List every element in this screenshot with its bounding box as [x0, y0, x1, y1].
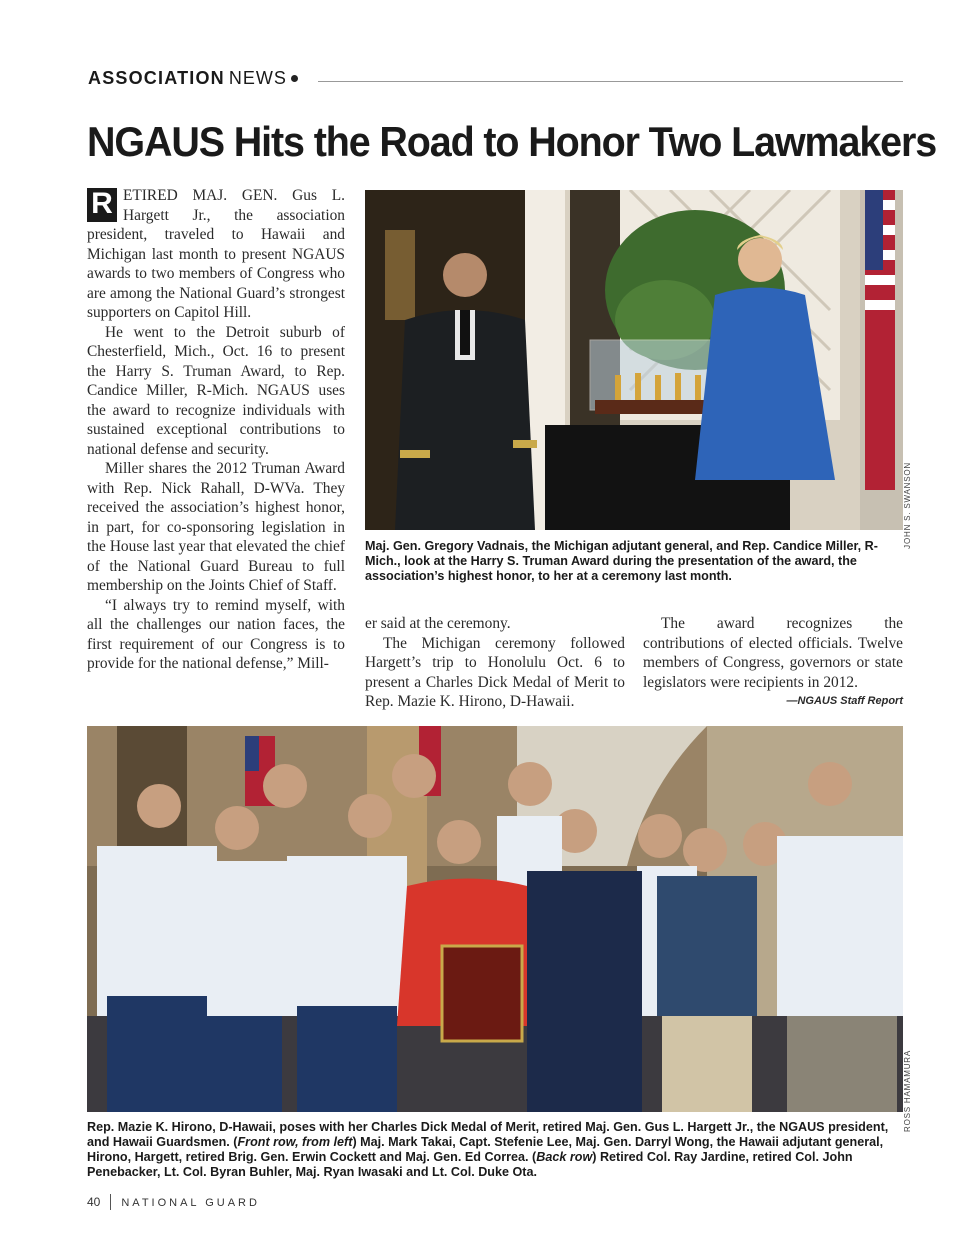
caption-2-part-c: ) Maj. Mark Takai, Capt. Stefenie Lee, Maj. Gen. Darryl Wong, the Hawaii adjutant general, Hirono, Hargett, retired Brig. Gen. Erwin Cockett and Maj. Gen. Ed Correa. (: [87, 1135, 884, 1164]
footer-divider: [110, 1194, 111, 1210]
article-column-3: [643, 614, 903, 712]
paragraph-5: The Michigan ceremony followed Hargett’s trip to Honolulu Oct. 6 to present a Charles Dick Medal of Merit to Rep. Mazie K. Hirono, D-Hawaii.: [365, 634, 625, 710]
caption-2-part-a: Rep. Mazie K. Hirono, D-Hawaii, poses with her Charles Dick Medal of Merit, retired Maj. Gen. Gus L. Hargett Jr., the NGAUS president, and Hawaii Guardsmen. (: [87, 1120, 889, 1149]
photo-credit-2: ROSS HAMAMURA: [903, 1050, 912, 1132]
section-header: [88, 68, 903, 94]
paragraph-4: “I always try to remind myself, with all the challenges our nation faces, the first requirement of our Congress is to provide for the national defense,” Mill-: [87, 596, 345, 672]
photo-credit-1: JOHN S. SWANSON: [903, 462, 912, 549]
article-column-1: [87, 186, 345, 674]
caption-2-part-d: Back row: [536, 1150, 593, 1164]
paragraph-6: The award recognizes the contributions of elected officials. Twelve members of Congress, governors or state legislators were recipients in 2012.: [643, 615, 903, 691]
drop-cap: R: [87, 188, 117, 222]
photo-caption-2: [87, 1120, 903, 1180]
paragraph-1: [87, 186, 345, 323]
photo-hirono-group: [87, 726, 903, 1112]
photo-truman-award-illustration: [365, 190, 903, 530]
photo-truman-award: [365, 190, 903, 530]
caption-2-part-e: ) Retired Col. Ray Jardine, retired Col. John Penebacker, Lt. Col. Byran Buhler, Maj. Ryan Iwasaki and Lt. Col. Duke Ota.: [87, 1150, 853, 1179]
article-column-2: [365, 614, 625, 712]
section-label-bold: ASSOCIATION: [88, 68, 225, 88]
staff-report-signature: —NGAUS Staff Report: [786, 695, 903, 707]
bullet-icon: [291, 75, 298, 82]
magazine-name: NATIONAL GUARD: [121, 1197, 260, 1209]
paragraph-4-continued: er said at the ceremony.: [365, 615, 511, 632]
page-footer: [87, 1193, 260, 1213]
photo-caption-1: Maj. Gen. Gregory Vadnais, the Michigan adjutant general, and Rep. Candice Miller, R-Mich., look at the Harry S. Truman Award during the presentation of the award, the association’s highest honor, to her at a ceremony last month.: [365, 539, 878, 583]
photo-hirono-group-illustration: [87, 726, 903, 1112]
header-rule: [318, 81, 903, 82]
paragraph-3: Miller shares the 2012 Truman Award with Rep. Nick Rahall, D-WVa. They received the association’s highest honor, in part, for co-sponsoring legislation in the House last year that elevated the chief of the National Guard Bureau to full membership on the Joints Chief of Staff.: [87, 460, 345, 594]
section-label-light: NEWS: [228, 68, 287, 88]
page-number: 40: [87, 1195, 101, 1209]
paragraph-1-text: ETIRED MAJ. GEN. Gus L. Hargett Jr., the association president, traveled to Hawaii and Michigan last month to present NGAUS awards to two members of Congress who are among the National Guard’s strongest supporters on Capitol Hill.: [87, 187, 345, 321]
paragraph-2: He went to the Detroit suburb of Chesterfield, Mich., Oct. 16 to present the Harry S. Truman Award, to Rep. Candice Miller, R-Mich. NGAUS uses the award to recognize individuals with sustained exceptional contributions to national defense and security.: [87, 323, 345, 458]
caption-2-part-b: Front row, from left: [237, 1135, 353, 1149]
headline: NGAUS Hits the Road to Honor Two Lawmakers: [87, 118, 937, 165]
